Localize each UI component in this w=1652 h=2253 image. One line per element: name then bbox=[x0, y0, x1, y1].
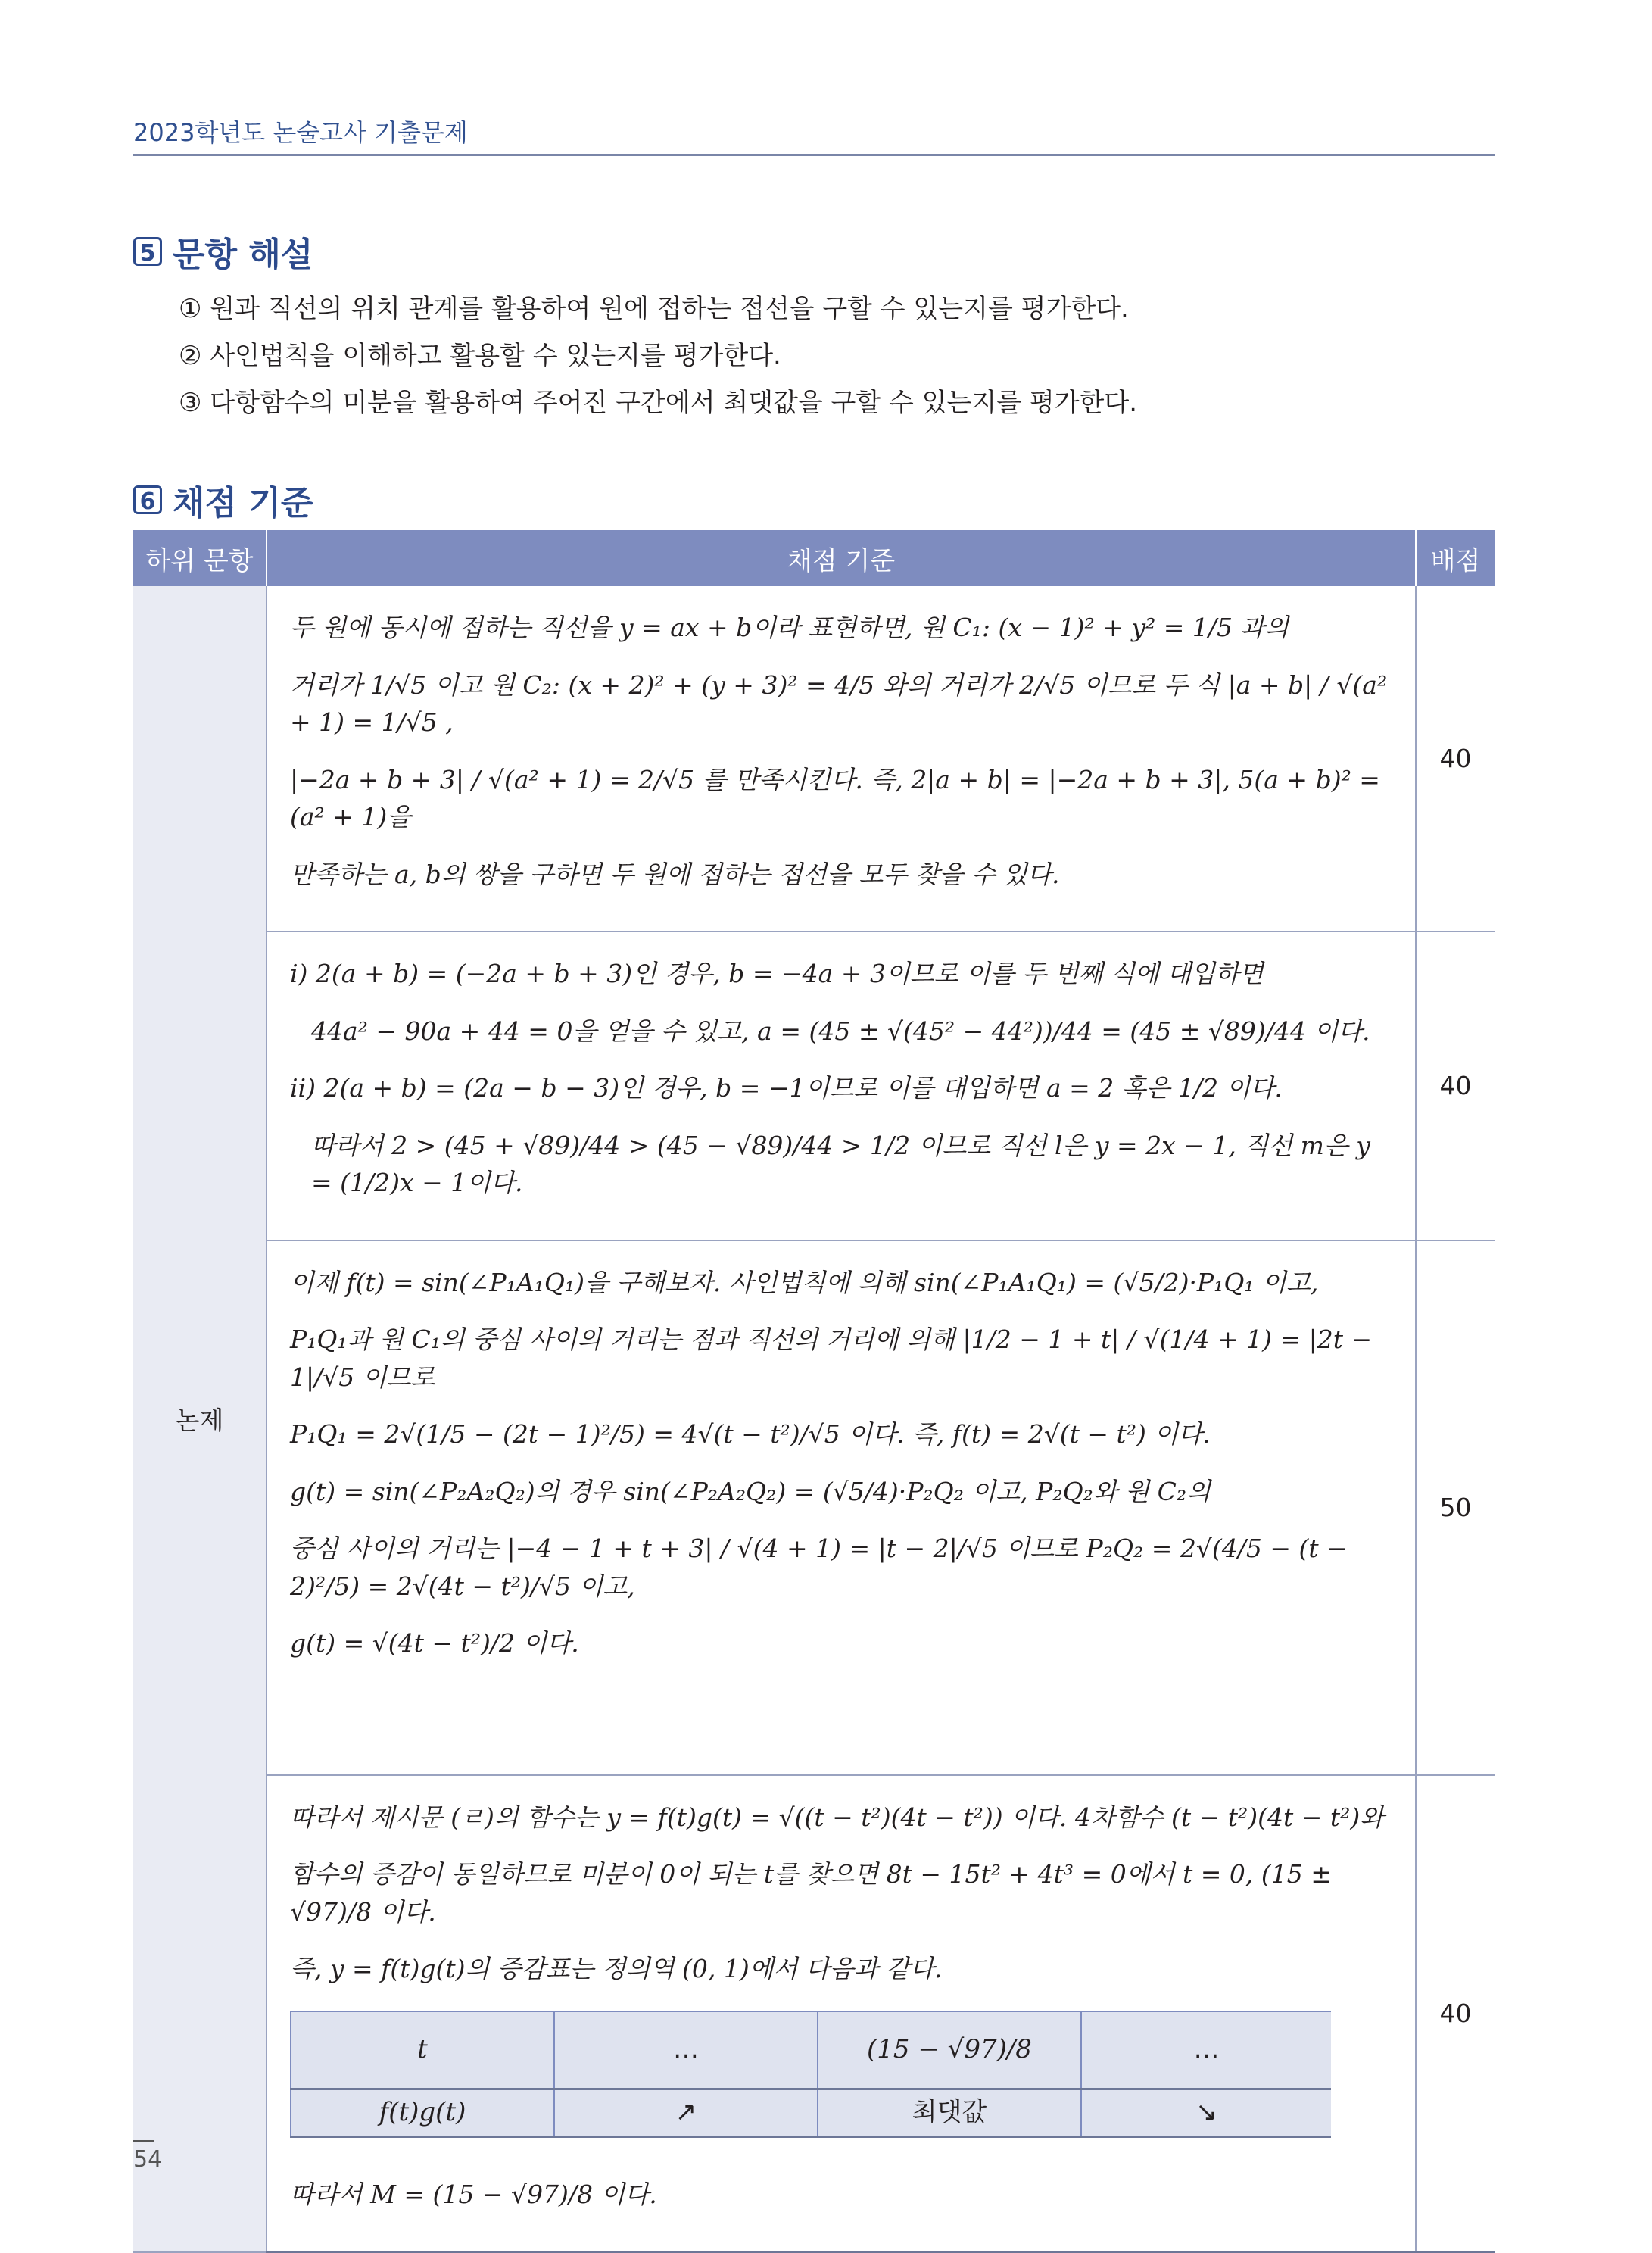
score-cell-1: 40 bbox=[1416, 586, 1495, 931]
section5-number: 5 bbox=[133, 237, 162, 266]
criteria-cell-2 bbox=[267, 931, 1416, 1240]
grading-row bbox=[133, 1240, 1495, 1775]
header-rule bbox=[133, 154, 1495, 156]
grading-row bbox=[133, 1775, 1495, 2252]
increasing-arrow: ↗ bbox=[554, 2089, 818, 2136]
criteria-cell-4 bbox=[267, 1775, 1416, 2252]
inc-cell: t bbox=[291, 2011, 554, 2089]
increase-decrease-table bbox=[290, 2011, 1331, 2138]
grading-header-row bbox=[133, 530, 1495, 586]
running-header: 2023학년도 논술고사 기출문제 bbox=[133, 118, 468, 147]
page-number: 54 bbox=[133, 2146, 163, 2173]
criteria-line: g(t) = √(4t − t²)/2 이다. bbox=[290, 1628, 579, 1658]
criteria-line: 함수의 증감이 동일하므로 미분이 0이 되는 t를 찾으면 8t − 15t² + 4t³ = 0에서 t = 0, (15 ± √97)/8 이다. bbox=[290, 1859, 1332, 1927]
criteria-line: P₁Q₁과 원 C₁의 중심 사이의 거리는 점과 직선의 거리에 의해 |1/2 − 1 + t| / √(1/4 + 1) = |2t − 1|/√5 이므로 bbox=[290, 1325, 1373, 1392]
inc-table-row-t bbox=[291, 2011, 1331, 2089]
section6-heading bbox=[133, 476, 313, 524]
inc-table-row-fg bbox=[291, 2089, 1331, 2136]
objective-1: ① 원과 직선의 위치 관계를 활용하여 원에 접하는 접선을 구할 수 있는지를 평가한다. bbox=[179, 294, 1129, 324]
score-cell-2: 40 bbox=[1416, 931, 1495, 1240]
criteria-line: 따라서 제시문 (ㄹ)의 함수는 y = f(t)g(t) = √((t − t²)(4t − t²)) 이다. 4차함수 (t − t²)(4t − t²)와 bbox=[290, 1802, 1385, 1832]
criteria-line: 두 원에 동시에 접하는 직선을 y = ax + b이라 표현하면, 원 C₁: (x − 1)² + y² = 1/5 과의 bbox=[290, 613, 1289, 642]
criteria-line: g(t) = sin(∠P₂A₂Q₂)의 경우 sin(∠P₂A₂Q₂) = (√5/4)·P₂Q₂ 이고, P₂Q₂와 원 C₂의 bbox=[290, 1476, 1211, 1506]
grading-table bbox=[133, 530, 1495, 2253]
criteria-line: 따라서 2 > (45 + √89)/44 > (45 − √89)/44 > 1/2 이므로 직선 l은 y = 2x − 1, 직선 m은 y = (1/2)x − 1이다. bbox=[311, 1130, 1370, 1197]
section5-title: 문항 해설 bbox=[173, 236, 313, 274]
criteria-line: 즉, y = f(t)g(t)의 증감표는 정의역 (0, 1)에서 다음과 같다. bbox=[290, 1954, 943, 1983]
criteria-conclusion: 따라서 M = (15 − √97)/8 이다. bbox=[290, 2179, 657, 2209]
criteria-line: P₁Q₁ = 2√(1/5 − (2t − 1)²/5) = 4√(t − t²)/√5 이다. 즉, f(t) = 2√(t − t²) 이다. bbox=[290, 1419, 1211, 1449]
criteria-line: 중심 사이의 거리는 |−4 − 1 + t + 3| / √(4 + 1) = |t − 2|/√5 이므로 P₂Q₂ = 2√(4/5 − (t − 2)²/5) = 2√(4t − t²)/√5 이고, bbox=[290, 1534, 1348, 1601]
decreasing-arrow: ↘ bbox=[1081, 2089, 1331, 2136]
grading-row bbox=[133, 931, 1495, 1240]
criteria-cell-1 bbox=[267, 586, 1416, 931]
criteria-line: 44a² − 90a + 44 = 0을 얻을 수 있고, a = (45 ± √(45² − 44²))/44 = (45 ± √89)/44 이다. bbox=[311, 1016, 1370, 1046]
col-criteria: 채점 기준 bbox=[267, 530, 1416, 586]
criteria-line: 거리가 1/√5 이고 원 C₂: (x + 2)² + (y + 3)² = 4/5 와의 거리가 2/√5 이므로 두 식 |a + b| / √(a² + 1) = 1/√5 , bbox=[290, 669, 1388, 737]
criteria-line: i) 2(a + b) = (−2a + b + 3)인 경우, b = −4a + 3이므로 이를 두 번째 식에 대입하면 bbox=[290, 959, 1264, 988]
criteria-cell-3 bbox=[267, 1240, 1416, 1775]
objective-2: ② 사인법칙을 이해하고 활용할 수 있는지를 평가한다. bbox=[179, 341, 781, 371]
inc-cell: (15 − √97)/8 bbox=[818, 2011, 1081, 2089]
criteria-line: |−2a + b + 3| / √(a² + 1) = 2/√5 를 만족시킨다. 즉, 2|a + b| = |−2a + b + 3|, 5(a + b)² = (a² + 1)을 bbox=[290, 764, 1380, 832]
inc-cell: … bbox=[554, 2011, 818, 2089]
col-subproblem: 하위 문항 bbox=[133, 530, 267, 586]
objective-3: ③ 다항함수의 미분을 활용하여 주어진 구간에서 최댓값을 구할 수 있는지를 평가한다. bbox=[179, 388, 1138, 418]
section5-heading bbox=[133, 227, 313, 276]
section6-number: 6 bbox=[133, 485, 162, 514]
score-cell-3: 50 bbox=[1416, 1240, 1495, 1775]
inc-cell: … bbox=[1081, 2011, 1331, 2089]
grading-row bbox=[133, 586, 1495, 931]
criteria-line: 만족하는 a, b의 쌍을 구하면 두 원에 접하는 접선을 모두 찾을 수 있다. bbox=[290, 859, 1060, 889]
col-score: 배점 bbox=[1416, 530, 1495, 586]
footer-rule bbox=[133, 2140, 154, 2142]
inc-cell: 최댓값 bbox=[818, 2089, 1081, 2136]
inc-cell: f(t)g(t) bbox=[291, 2089, 554, 2136]
section6-title: 채점 기준 bbox=[173, 484, 313, 523]
criteria-line: ii) 2(a + b) = (2a − b − 3)인 경우, b = −1이므로 이를 대입하면 a = 2 혹은 1/2 이다. bbox=[290, 1073, 1283, 1103]
subproblem-cell: 논제 bbox=[133, 586, 267, 2252]
score-cell-4: 40 bbox=[1416, 1775, 1495, 2252]
criteria-line: 이제 f(t) = sin(∠P₁A₁Q₁)을 구해보자. 사인법칙에 의해 sin(∠P₁A₁Q₁) = (√5/2)·P₁Q₁ 이고, bbox=[290, 1267, 1319, 1297]
